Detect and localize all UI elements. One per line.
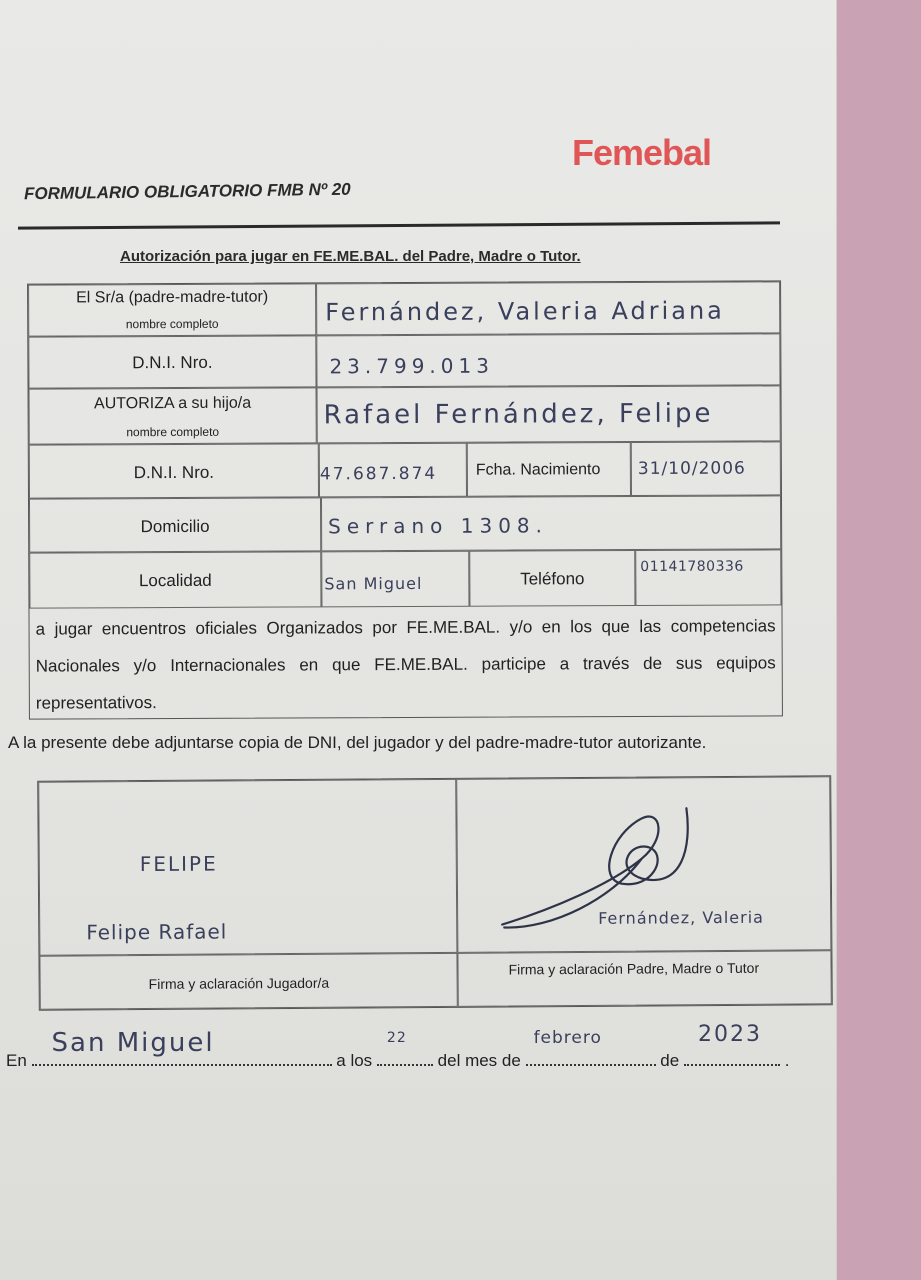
player-label-cell <box>39 953 457 1010</box>
place-field <box>32 1028 332 1066</box>
player-signature-cell <box>38 779 457 956</box>
parent-clarification: Fernández, Valeria <box>598 907 764 928</box>
child-label: AUTORIZA a su hijo/a <box>93 394 252 413</box>
child-dni-cell <box>319 443 467 498</box>
parent-signature-cell <box>456 776 831 953</box>
parent-dni-label-cell <box>28 335 316 388</box>
locality-label: Localidad <box>138 570 212 591</box>
locality-value: San Miguel <box>324 573 423 594</box>
parent-signature-label: Firma y aclaración Padre, Madre o Tutor <box>508 959 760 978</box>
birth-label: Fcha. Nacimiento <box>475 461 601 479</box>
femebal-logo: Femebal <box>572 132 712 173</box>
year-field <box>684 1022 780 1066</box>
child-dni-label-cell <box>29 443 319 498</box>
child-dni-label: D.N.I. Nro. <box>133 462 215 483</box>
parent-sublabel: nombre completo <box>125 316 219 332</box>
month-field <box>526 1028 656 1066</box>
player-label: Firma y aclaración Jugador/a <box>148 974 330 993</box>
birth-date-value: 31/10/2006 <box>637 458 746 479</box>
month-value: febrero <box>533 1028 602 1048</box>
parent-label: El Sr/a (padre-madre-tutor) <box>76 288 269 307</box>
player-signature: FELIPE <box>139 851 218 877</box>
phone-value: 01141780336 <box>640 558 744 575</box>
phone-label: Teléfono <box>520 569 585 589</box>
authorization-text: a jugar encuentros oficiales Organizados por FE.ME.BAL. y/o en los que las competencias Nacionales y/o Internacionales en que FE.ME.BAL. participe a través de sus equipos representativos. <box>35 616 776 713</box>
parent-label-cell <box>457 950 831 1007</box>
signature-table <box>37 775 833 1011</box>
footer-mes-label: del mes de <box>437 1051 521 1070</box>
parent-name-cell <box>316 281 780 335</box>
child-dni-value: 47.687.874 <box>319 463 438 485</box>
footer-period: . <box>784 1051 790 1070</box>
parent-dni-cell <box>316 333 780 387</box>
phone-label-cell <box>469 550 635 607</box>
locality-cell <box>321 551 469 608</box>
locality-label-cell <box>29 551 321 608</box>
form-subtitle: Autorización para jugar en FE.ME.BAL. del Padre, Madre o Tutor. <box>120 248 581 265</box>
attachment-note: A la presente debe adjuntarse copia de DNI, del jugador y del padre-madre-tutor autorizante. <box>8 733 707 752</box>
child-name-value: Rafael Fernández, Felipe <box>323 398 714 431</box>
title-divider <box>18 221 780 229</box>
address-cell <box>321 495 781 551</box>
footer-line <box>6 1022 790 1071</box>
address-label: Domicilio <box>140 516 210 537</box>
phone-cell <box>635 549 781 606</box>
child-sublabel: nombre completo <box>126 424 220 440</box>
child-label-cell <box>29 387 317 444</box>
address-value: Serrano 1308. <box>328 513 549 539</box>
parent-dni-value: 23.799.013 <box>329 353 494 379</box>
authorization-table <box>27 280 783 719</box>
child-name-cell <box>317 385 781 443</box>
form-title: FORMULARIO OBLIGATORIO FMB Nº 20 <box>23 179 351 204</box>
birth-label-cell <box>467 442 631 497</box>
footer-de-label: de <box>660 1051 680 1070</box>
parent-label-cell <box>28 283 316 336</box>
parent-name-value: Fernández, Valeria Adriana <box>325 296 725 327</box>
player-clarification: Felipe Rafael <box>86 919 228 945</box>
address-label-cell <box>29 497 321 552</box>
place-value: San Miguel <box>51 1028 215 1058</box>
footer-a-los-label: a los <box>336 1051 373 1070</box>
parent-dni-label: D.N.I. Nro. <box>132 352 213 373</box>
footer-en-label: En <box>6 1051 27 1070</box>
day-field <box>377 1030 433 1066</box>
year-value: 2023 <box>697 1022 762 1047</box>
birth-date-cell <box>631 441 781 496</box>
day-value: 22 <box>386 1030 407 1046</box>
